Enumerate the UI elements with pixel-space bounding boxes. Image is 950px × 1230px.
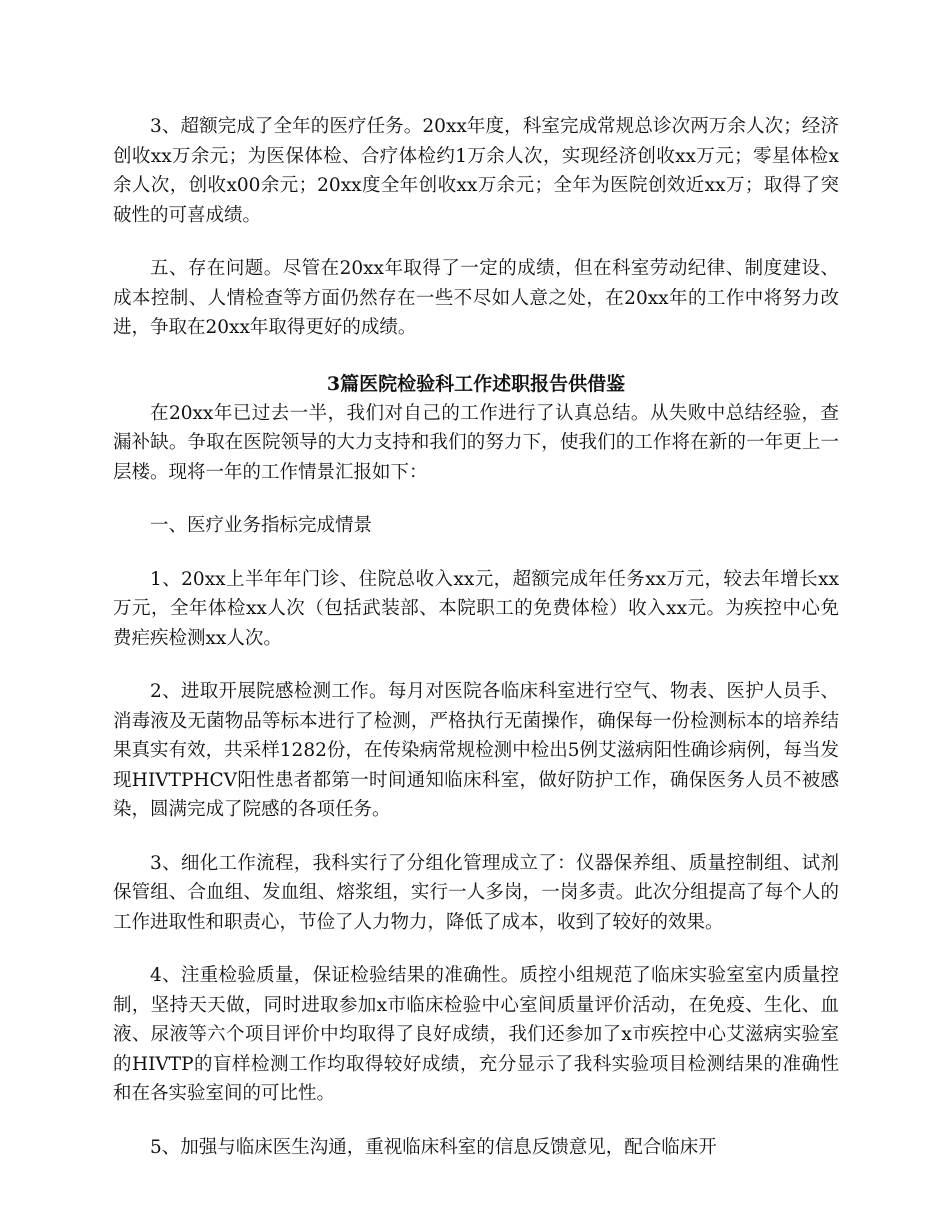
paragraph-item-1: 1、20xx上半年年门诊、住院总收入xx元，超额完成年任务xx万元，较去年增长xx万元，全年体检xx人次（包括武装部、本院职工的免费体检）收入xx元。为疾控中心免费疟疾检测xx人次。	[113, 568, 839, 649]
paragraph-item-4: 4、注重检验质量，保证检验结果的准确性。质控小组规范了临床实验室室内质量控制，坚持天天做，同时进取参加x市临床检验中心室间质量评价活动，在免疫、生化、血液、尿液等六个项目评价中均取得了良好成绩，我们还参加了x市疾控中心艾滋病实验室的HIVTP的盲样检测工作均取得较好成绩，充分显示了我科实验项目检测结果的准确性和在各实验室间的可比性。	[113, 965, 839, 1104]
paragraph-item-5: 5、加强与临床医生沟通，重视临床科室的信息反馈意见，配合临床开	[150, 1136, 717, 1158]
paragraph-item-3: 3、细化工作流程，我科实行了分组化管理成立了：仪器保养组、质量控制组、试剂保管组、合血组、发血组、熔浆组，实行一人多岗，一岗多责。此次分组提高了每个人的工作进取性和职责心，节俭了人力物力，降低了成本，收到了较好的效果。	[113, 852, 839, 933]
paragraph-quota-completion: 3、超额完成了全年的医疗任务。20xx年度，科室完成常规总诊次两万余人次；经济创收xx万余元；为医保体检、合疗体检约1万余人次，实现经济创收xx万元；零星体检x余人次，创收x00余元；20xx度全年创收xx万余元；全年为医院创效近xx万；取得了突破性的可喜成绩。	[113, 116, 839, 226]
paragraph-heading-indicators: 一、医疗业务指标完成情景	[150, 515, 373, 536]
paragraph-intro: 在20xx年已过去一半，我们对自己的工作进行了认真总结。从失败中总结经验，查漏补缺。争取在医院领导的大力支持和我们的努力下，使我们的工作将在新的一年更上一层楼。现将一年的工作情景汇报如下：	[113, 402, 839, 483]
document-page	[113, 112, 839, 1186]
paragraph-item-2: 2、进取开展院感检测工作。每月对医院各临床科室进行空气、物表、医护人员手、消毒液及无菌物品等标本进行了检测，严格执行无菌操作，确保每一份检测标本的培养结果真实有效，共采样1282份，在传染病常规检测中检出5例艾滋病阳性确诊病例，每当发现HIVTPHCV阳性患者都第一时间通知临床科室，做好防护工作，确保医务人员不被感染，圆满完成了院感的各项任务。	[113, 681, 839, 820]
section-title: 3篇医院检验科工作述职报告供借鉴	[326, 372, 626, 395]
paragraph-existing-problems: 五、存在问题。尽管在20xx年取得了一定的成绩，但在科室劳动纪律、制度建设、成本控制、人情检查等方面仍然存在一些不尽如人意之处，在20xx年的工作中将努力改进，争取在20xx年取得更好的成绩。	[113, 258, 839, 338]
